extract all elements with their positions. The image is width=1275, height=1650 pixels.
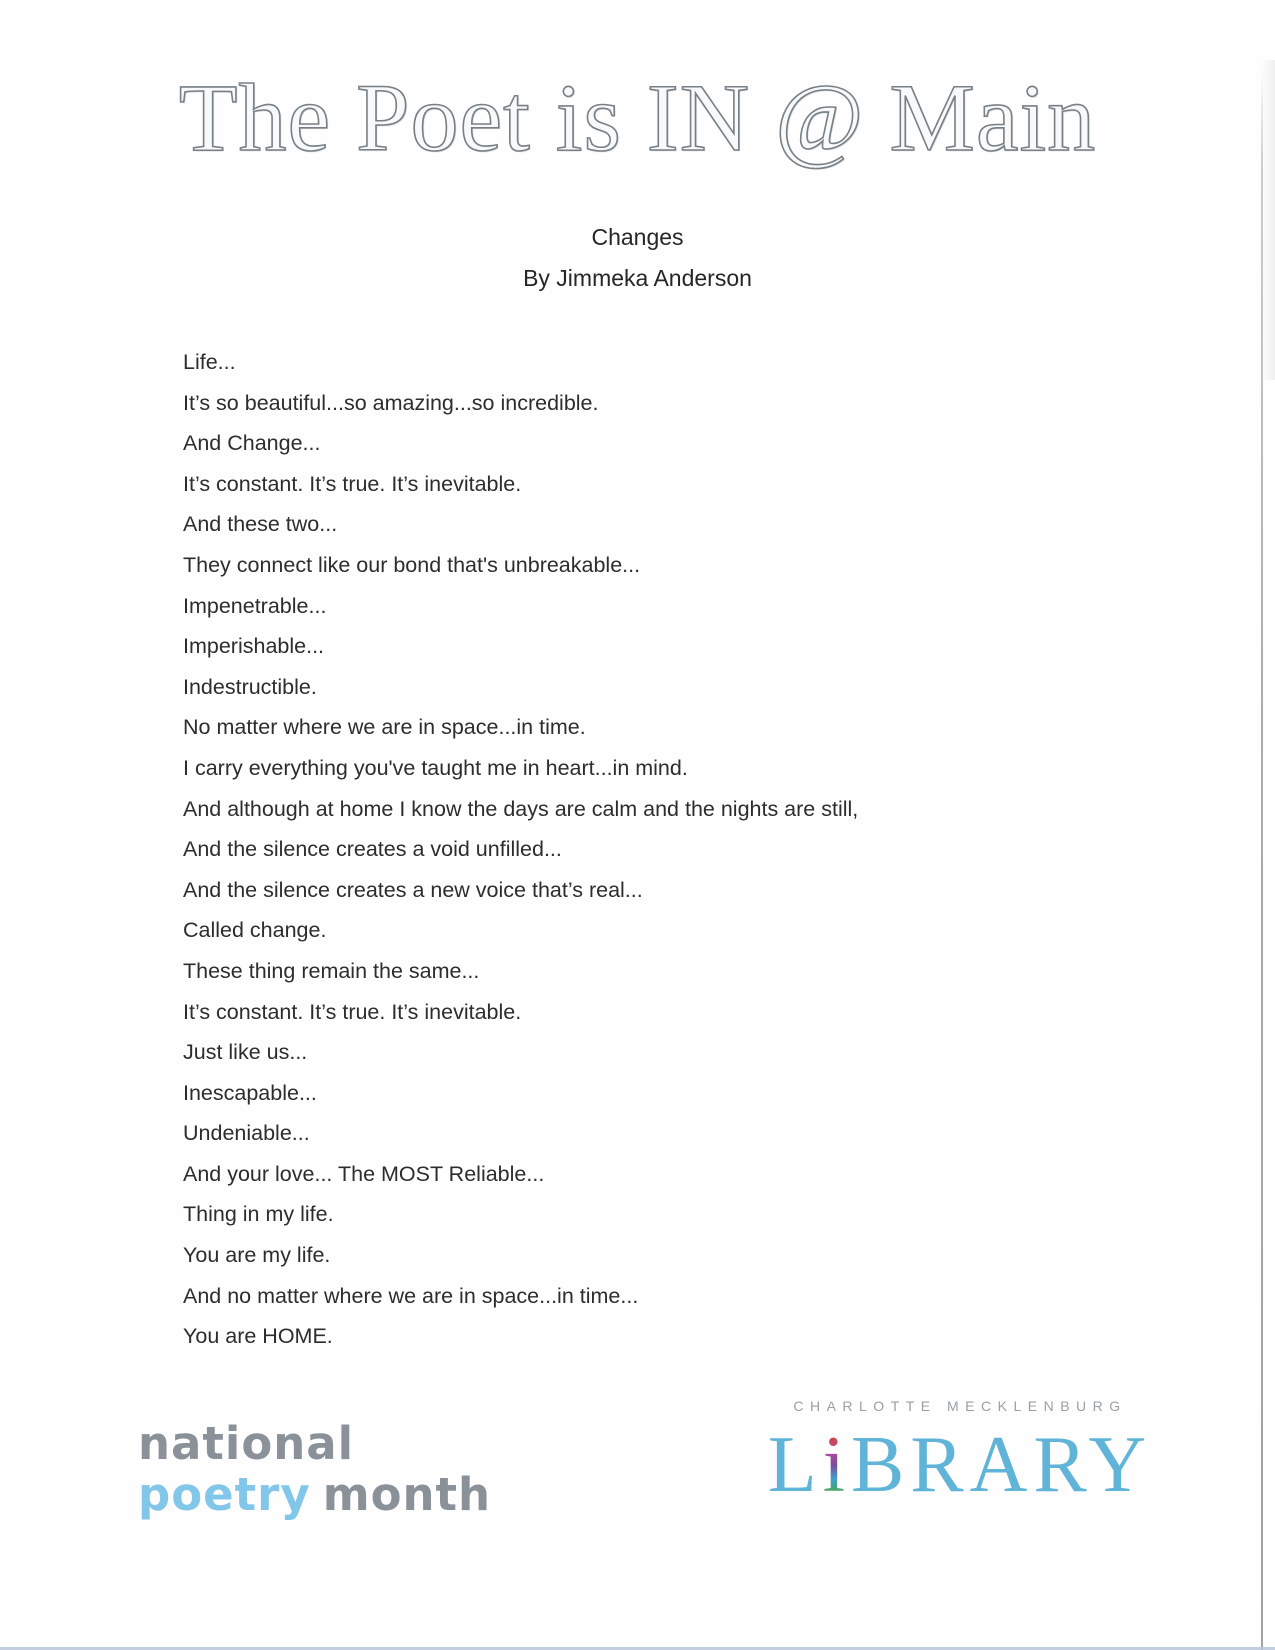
poem-line: And Change... xyxy=(183,431,321,456)
library-letters-brary: BRARY xyxy=(850,1421,1153,1509)
charlotte-mecklenburg-library-logo xyxy=(750,1398,1170,1508)
poem-body xyxy=(183,342,1155,1357)
poem-line: Called change. xyxy=(183,918,327,943)
poem-line: And although at home I know the days are calm and the nights are still, xyxy=(183,796,859,821)
npm-line-poetry-month xyxy=(138,1469,491,1520)
scan-shade-artifact xyxy=(1261,60,1275,380)
poem-line: Just like us... xyxy=(183,1040,308,1065)
library-superline: CHARLOTTE MECKLENBURG xyxy=(793,1398,1127,1414)
poem-line: Undeniable... xyxy=(183,1121,310,1146)
poem-line: And your love... The MOST Reliable... xyxy=(183,1161,545,1186)
library-letter-l: L xyxy=(767,1421,823,1509)
poem-line: And the silence creates a new voice that’s real... xyxy=(183,877,643,902)
poem-line: It’s so beautiful...so amazing...so incredible. xyxy=(183,390,599,415)
poem-line: They connect like our bond that's unbreakable... xyxy=(183,552,641,577)
poem-line: You are HOME. xyxy=(183,1324,333,1349)
npm-word-poetry: poetry xyxy=(138,1468,311,1521)
poem-line: Inescapable... xyxy=(183,1080,317,1105)
poem-line: And the silence creates a void unfilled... xyxy=(183,837,562,862)
poem-line: Indestructible. xyxy=(183,674,317,699)
poem-line: I carry everything you've taught me in heart...in mind. xyxy=(183,755,688,780)
poem-line: Thing in my life. xyxy=(183,1202,334,1227)
poem-line: Life... xyxy=(183,350,236,374)
npm-word-national: national xyxy=(138,1417,355,1470)
poem-line: Impenetrable... xyxy=(183,593,327,618)
library-rainbow-i-icon: i xyxy=(822,1421,851,1509)
poem-line: These thing remain the same... xyxy=(183,958,480,983)
poem-title: Changes xyxy=(591,224,684,250)
poem-line: You are my life. xyxy=(183,1243,331,1268)
poem-line: It’s constant. It’s true. It’s inevitable. xyxy=(183,999,522,1024)
national-poetry-month-logo xyxy=(138,1418,491,1520)
poem-line: Imperishable... xyxy=(183,634,325,659)
page-title: The Poet is IN @ Main xyxy=(178,64,1097,171)
poem-line: And these two... xyxy=(183,512,338,537)
poem-line: No matter where we are in space...in time. xyxy=(183,715,586,740)
poem-line: It’s constant. It’s true. It’s inevitable. xyxy=(183,471,522,496)
library-wordmark xyxy=(750,1422,1170,1508)
poem-byline: By Jimmeka Anderson xyxy=(523,265,752,291)
npm-word-month: month xyxy=(322,1468,492,1521)
poem-line: And no matter where we are in space...in time... xyxy=(183,1283,639,1308)
